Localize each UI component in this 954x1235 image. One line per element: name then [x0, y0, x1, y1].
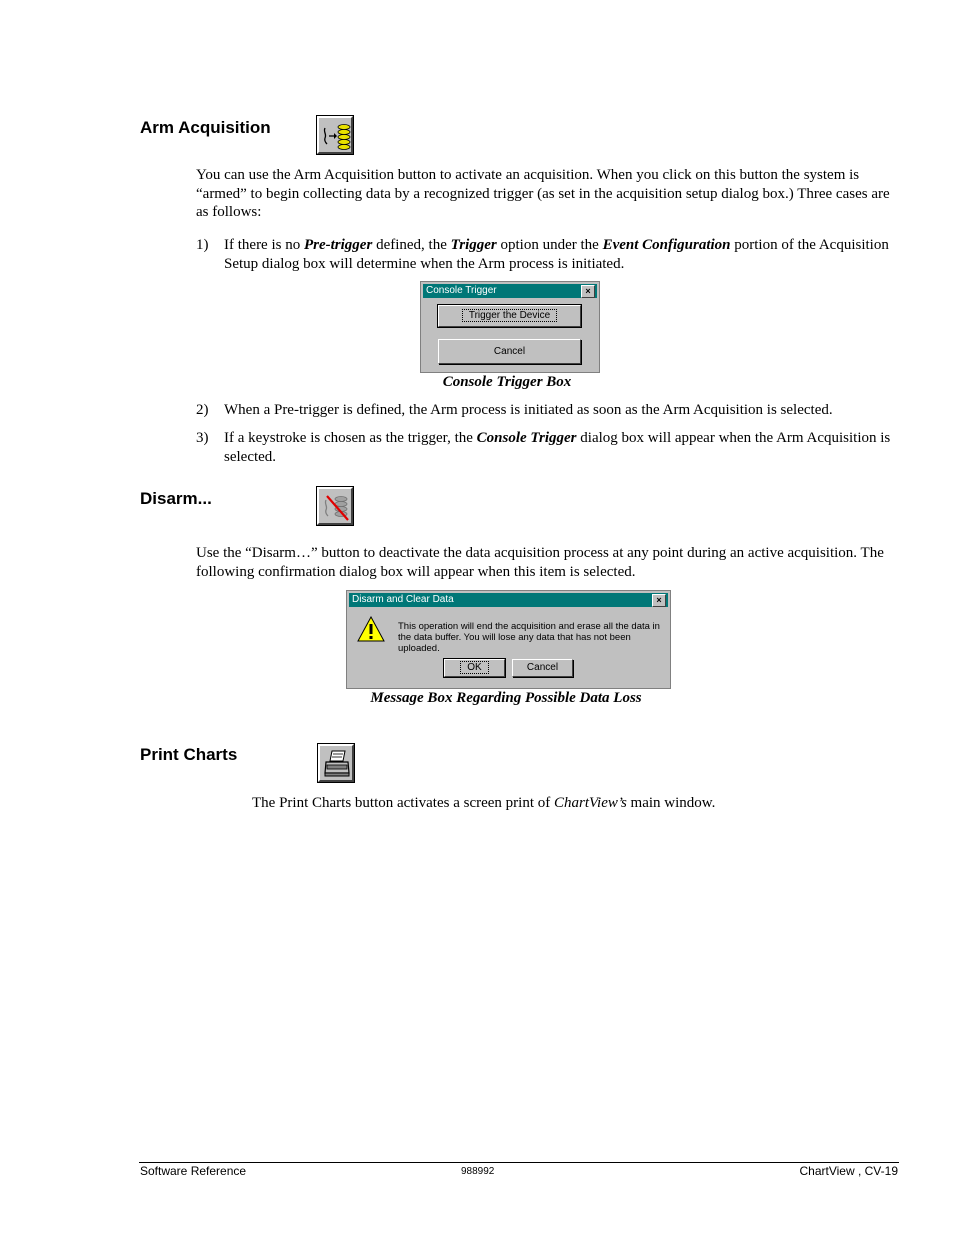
dialog-title: Disarm and Clear Data: [352, 594, 454, 605]
list-number: 1): [196, 237, 209, 253]
footer-right: ChartView , CV-19: [799, 1164, 898, 1178]
close-icon[interactable]: ×: [652, 594, 666, 607]
footer-center: 988992: [461, 1166, 495, 1177]
footer-divider: [139, 1162, 899, 1163]
warning-icon: [357, 616, 385, 642]
section-heading-print-charts: Print Charts: [140, 745, 238, 764]
list-number: 2): [196, 402, 209, 418]
section-heading-arm-acquisition: Arm Acquisition: [140, 118, 271, 137]
cancel-button[interactable]: Cancel: [438, 339, 581, 364]
arm-acquisition-icon[interactable]: [317, 116, 353, 154]
ok-button[interactable]: OK: [444, 659, 505, 677]
disarm-clear-data-dialog: [346, 590, 671, 689]
disarm-description: Use the “Disarm…” button to deactivate the data acquisition process at any point during an active acquisition. The following confirmation dialog box will appear when this item is selected.: [196, 545, 884, 580]
section-heading-disarm: Disarm...: [140, 489, 212, 508]
footer-left: Software Reference: [140, 1164, 247, 1178]
dialog-titlebar: [349, 593, 668, 607]
list-text: When a Pre-trigger is defined, the Arm process is initiated as soon as the Arm Acquisition is selected.: [224, 402, 833, 418]
close-icon[interactable]: ×: [581, 285, 595, 298]
message-box-caption: Message Box Regarding Possible Data Loss: [370, 690, 642, 706]
list-text: If there is no Pre-trigger defined, the Trigger option under the Event Configuration portion of the Acquisition Setup dialog box will determine when the Arm process is initiated.: [224, 237, 889, 272]
print-charts-description: The Print Charts button activates a screen print of ChartView’s main window.: [252, 795, 716, 811]
trigger-device-button[interactable]: Trigger the Device: [438, 305, 581, 327]
printer-icon[interactable]: [318, 744, 354, 782]
list-text: If a keystroke is chosen as the trigger, the Console Trigger dialog box will appear when the Arm Acquisition is selected.: [224, 430, 891, 465]
list-number: 3): [196, 430, 209, 446]
arm-acquisition-intro: You can use the Arm Acquisition button to activate an acquisition. When you click on this button the system is “armed” to begin collecting data by a recognized trigger (as set in the acquisition setup dialog box.) Three cases are as follows:: [196, 167, 890, 220]
dialog-message: This operation will end the acquisition and erase all the data in the data buffer. You will lose any data that has not been uploaded.: [398, 621, 660, 654]
console-trigger-dialog: [420, 281, 600, 373]
cancel-button[interactable]: Cancel: [512, 659, 573, 677]
dialog-titlebar: [423, 284, 597, 298]
dialog-title: Console Trigger: [426, 285, 497, 296]
disarm-icon[interactable]: [317, 487, 353, 525]
console-trigger-caption: Console Trigger Box: [442, 374, 572, 390]
